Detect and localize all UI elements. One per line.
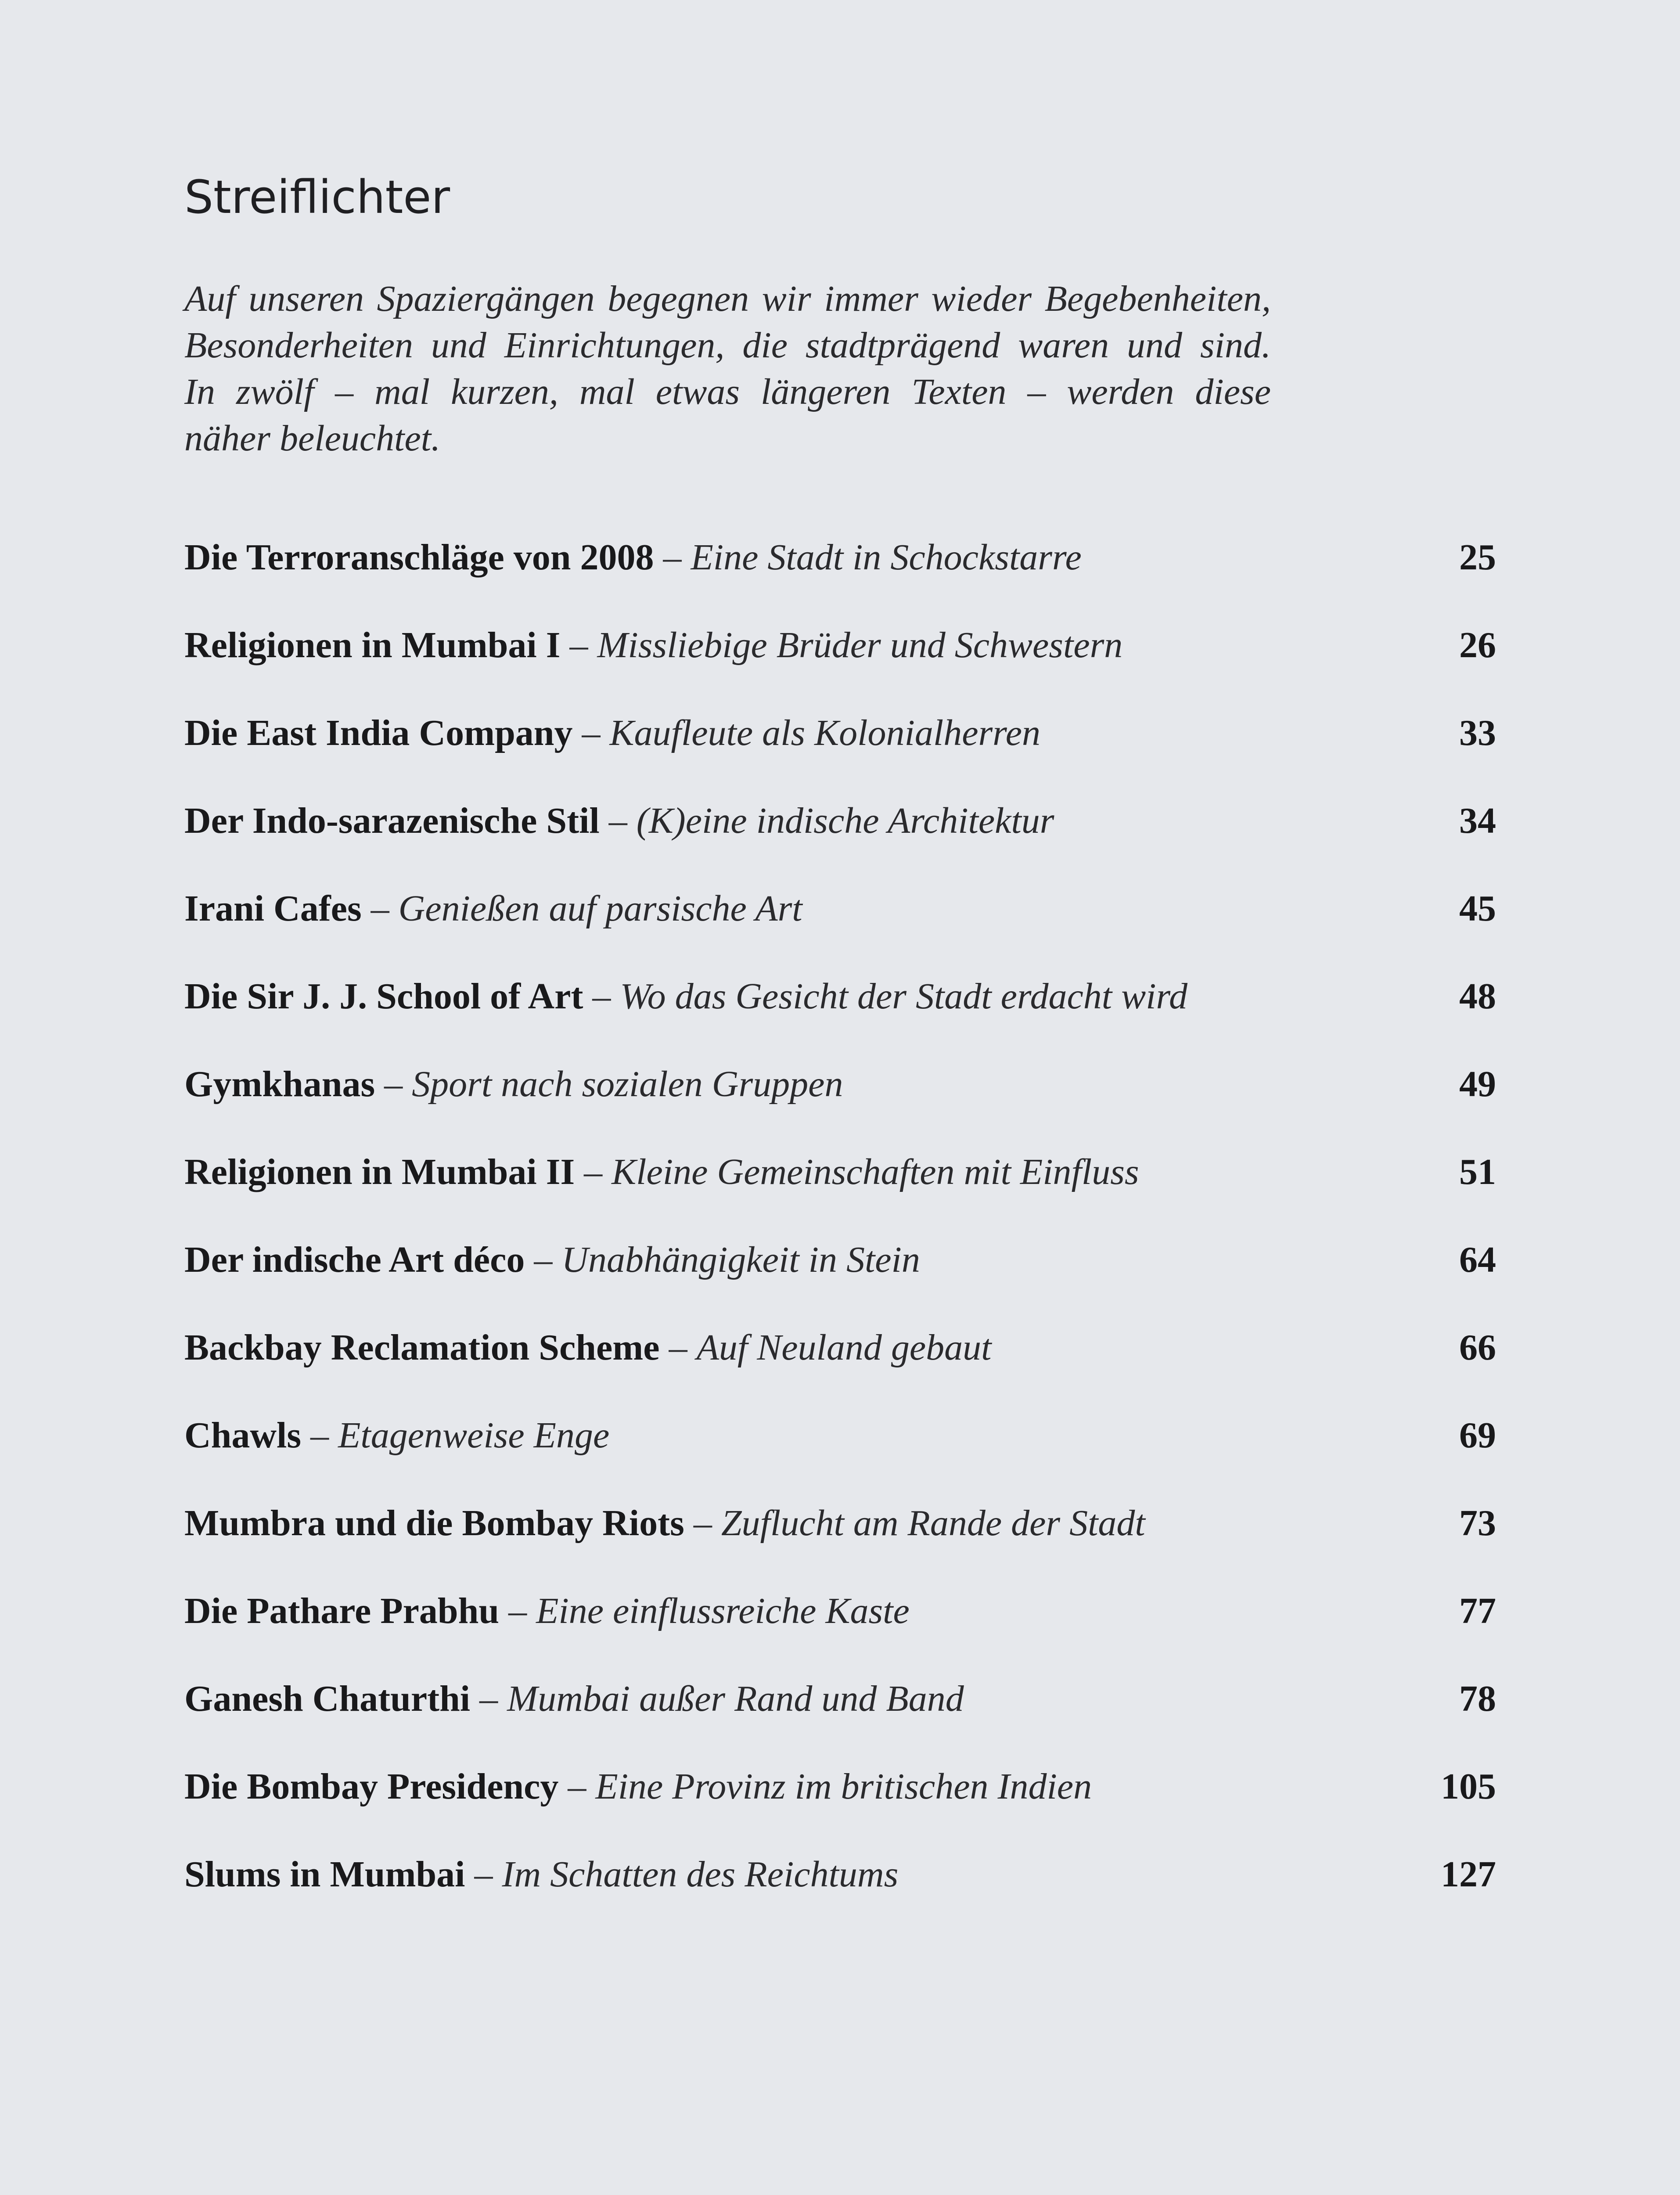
toc-entry-separator: – [669, 1327, 687, 1368]
toc-entry-title: Mumbra und die Bombay Riots [184, 1503, 684, 1544]
intro-line: Auf unseren Spaziergängen begegnen wir immer wieder Begebenheiten, [184, 278, 1271, 319]
toc-entry [184, 623, 1496, 711]
toc-entry-page-number: 51 [1459, 1151, 1496, 1192]
toc-entry-subtitle: Eine Stadt in Schockstarre [691, 537, 1082, 578]
toc-entry-text [184, 1326, 992, 1370]
toc-entry-page-number: 64 [1459, 1239, 1496, 1280]
toc-entry-subtitle: Unabhängigkeit in Stein [561, 1239, 920, 1280]
toc-entry-subtitle: Eine einflussreiche Kaste [536, 1590, 910, 1631]
toc-entry-text [184, 1501, 1145, 1545]
toc-entry-text [184, 623, 1122, 667]
toc-entry-subtitle: Eine Provinz im britischen Indien [595, 1766, 1092, 1807]
toc-entry-title: Religionen in Mumbai II [184, 1151, 575, 1192]
toc-entry [184, 1326, 1496, 1414]
toc-entry-text [184, 1853, 898, 1896]
toc-entry-title: Slums in Mumbai [184, 1854, 465, 1895]
toc-entry-page-number: 48 [1459, 976, 1496, 1017]
toc-entry-separator: – [584, 1151, 603, 1192]
toc-entry-title: Backbay Reclamation Scheme [184, 1327, 660, 1368]
toc-entry-subtitle: Auf Neuland gebaut [696, 1327, 992, 1368]
toc-entry-title: Der Indo-sarazenische Stil [184, 800, 600, 841]
toc-entry [184, 1765, 1496, 1853]
toc-entry-title: Die Pathare Prabhu [184, 1590, 500, 1631]
toc-entry-title: Religionen in Mumbai I [184, 625, 561, 666]
toc-entry-separator: – [371, 888, 389, 929]
toc-entry-text [184, 1414, 609, 1457]
toc-entry-separator: – [568, 1766, 586, 1807]
toc-entry-text [184, 1062, 843, 1106]
toc-entry-subtitle: (K)eine indische Architektur [636, 800, 1054, 841]
toc-entry [184, 711, 1496, 799]
toc-entry-page-number: 73 [1459, 1503, 1496, 1544]
intro-line: In zwölf – mal kurzen, mal etwas längeren Texten – werden diese [184, 371, 1271, 412]
toc-entry-page-number: 49 [1459, 1064, 1496, 1105]
toc-entry-separator: – [693, 1503, 712, 1544]
toc-entry [184, 1238, 1496, 1326]
toc-entry-subtitle: Zuflucht am Rande der Stadt [721, 1503, 1145, 1544]
toc-entry-subtitle: Genießen auf parsische Art [398, 888, 802, 929]
toc-entry-text [184, 799, 1054, 843]
toc-entry [184, 1150, 1496, 1238]
toc-entry-text [184, 1150, 1139, 1194]
toc-entry-separator: – [384, 1064, 403, 1105]
toc-entry-title: Die Bombay Presidency [184, 1766, 559, 1807]
toc-entry-title: Chawls [184, 1415, 302, 1456]
toc-entry-text [184, 887, 802, 931]
toc-entry-text [184, 1589, 910, 1633]
toc-entry-subtitle: Wo das Gesicht der Stadt erdacht wird [620, 976, 1188, 1017]
toc-entry [184, 1677, 1496, 1765]
toc-entry-page-number: 66 [1459, 1327, 1496, 1368]
toc-entry-page-number: 127 [1441, 1854, 1496, 1895]
toc-entry-title: Der indische Art déco [184, 1239, 525, 1280]
intro-line: näher beleuchtet. [184, 418, 441, 459]
toc-entry-separator: – [582, 712, 601, 753]
toc-entry-separator: – [663, 537, 682, 578]
toc-entry-separator: – [592, 976, 611, 1017]
intro-paragraph [184, 276, 1271, 462]
toc-entry-subtitle: Kaufleute als Kolonialherren [609, 712, 1041, 753]
toc-entry [184, 1414, 1496, 1501]
toc-entry-separator: – [569, 625, 588, 666]
toc-entry-page-number: 33 [1459, 712, 1496, 753]
toc-entry-title: Gymkhanas [184, 1064, 375, 1105]
toc-entry [184, 887, 1496, 975]
toc-entry-title: Die East India Company [184, 712, 573, 753]
toc-entry-subtitle: Mumbai außer Rand und Band [507, 1678, 964, 1719]
toc-entry [184, 1501, 1496, 1589]
toc-entry-page-number: 105 [1441, 1766, 1496, 1807]
toc-entry-subtitle: Im Schatten des Reichtums [502, 1854, 899, 1895]
toc-entry-page-number: 69 [1459, 1415, 1496, 1456]
toc-entry-subtitle: Kleine Gemeinschaften mit Einfluss [612, 1151, 1139, 1192]
toc-entry-page-number: 77 [1459, 1590, 1496, 1631]
toc-entry-page-number: 45 [1459, 888, 1496, 929]
toc-entry-text [184, 975, 1187, 1018]
toc-entry [184, 536, 1496, 623]
toc-entry-separator: – [608, 800, 627, 841]
intro-line: Besonderheiten und Einrichtungen, die stadtprägend waren und sind. [184, 325, 1271, 366]
toc-entry-page-number: 34 [1459, 800, 1496, 841]
toc-entry-text [184, 711, 1040, 755]
toc-entry-page-number: 78 [1459, 1678, 1496, 1719]
toc-entry-separator: – [508, 1590, 527, 1631]
toc-entry-text [184, 1238, 920, 1282]
toc-entry-page-number: 25 [1459, 537, 1496, 578]
toc-entry-title: Die Terroranschläge von 2008 [184, 537, 654, 578]
toc-entry [184, 975, 1496, 1062]
toc-entry [184, 1589, 1496, 1677]
toc-entry-separator: – [474, 1854, 493, 1895]
toc-entry [184, 799, 1496, 887]
toc-entry-subtitle: Sport nach sozialen Gruppen [412, 1064, 843, 1105]
toc-entry-page-number: 26 [1459, 625, 1496, 666]
toc-entry-title: Ganesh Chaturthi [184, 1678, 471, 1719]
toc-entry-subtitle: Missliebige Brüder und Schwestern [597, 625, 1123, 666]
toc-entry-text [184, 536, 1082, 579]
page-heading: Streiflichter [184, 170, 450, 224]
toc-entry-separator: – [310, 1415, 329, 1456]
toc-entry-title: Irani Cafes [184, 888, 362, 929]
toc-entry-separator: – [479, 1678, 498, 1719]
toc-entry [184, 1853, 1496, 1940]
toc-entry-text [184, 1677, 964, 1721]
toc-entry-subtitle: Etagenweise Enge [338, 1415, 610, 1456]
toc-entry-title: Die Sir J. J. School of Art [184, 976, 583, 1017]
table-of-contents [184, 536, 1496, 1940]
toc-entry [184, 1062, 1496, 1150]
toc-entry-separator: – [534, 1239, 553, 1280]
toc-entry-text [184, 1765, 1092, 1809]
